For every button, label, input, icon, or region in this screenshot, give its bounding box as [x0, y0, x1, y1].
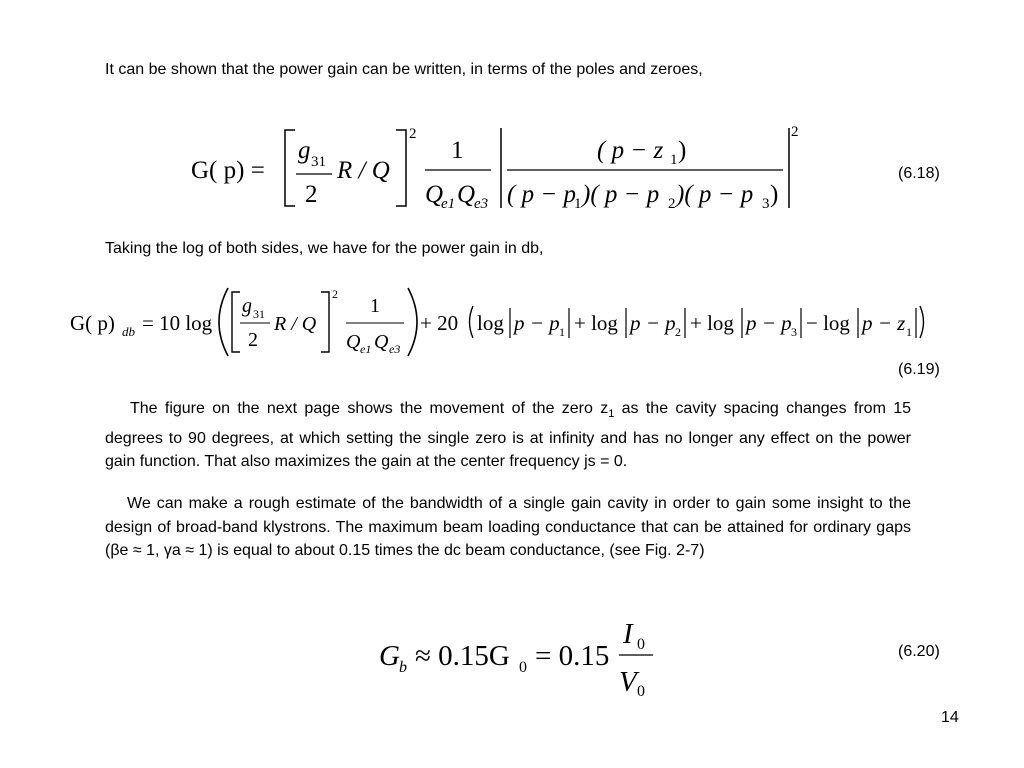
eq2-right-bracket — [321, 292, 329, 352]
eq2-t2-in: p − p — [630, 311, 676, 335]
eq2-t3: + log — [690, 311, 734, 335]
page-number: 14 — [941, 709, 959, 726]
equation-label-6-20: (6.20) — [898, 643, 940, 660]
eq1-sq-exp: 2 — [409, 126, 417, 142]
equation-6-18-drawing — [185, 118, 825, 218]
eq3-v: V — [619, 666, 637, 698]
eq2-big-paren-left — [219, 288, 228, 356]
eq1-den-sub3: 3 — [762, 196, 770, 212]
eq1-q1-sub: e1 — [441, 196, 456, 212]
eq2-one: 1 — [370, 295, 380, 317]
eq1-two: 2 — [305, 181, 318, 208]
eq2-lhs-sub: db — [122, 324, 135, 339]
eq2-sq-exp: 2 — [332, 287, 338, 301]
eq3-i-sub: 0 — [637, 636, 645, 653]
eq1-den-sub2: 2 — [668, 196, 676, 212]
eq3-eq015: = 0.15 — [535, 640, 610, 672]
eq3-v-sub: 0 — [637, 683, 645, 700]
equation-6-18 — [185, 118, 825, 218]
eq3-approx: ≈ 0.15G — [415, 640, 510, 672]
eq1-q2: Q — [457, 181, 476, 208]
eq1-den-sub1: 1 — [574, 196, 582, 212]
paragraph-bandwidth: We can make a rough estimate of the bandwidth of a single gain cavity in order to gain some insight to the design of broad-band klystrons. The maximum beam loading conductance that can be attained for ordinary gaps (βe ≈ 1, γa ≈ 1) is equal to about 0.15 times the dc beam conductance, (see Fig. 2-7) — [105, 495, 911, 559]
eq1-rq: R / Q — [337, 157, 390, 184]
eq2-t4: − log — [806, 311, 850, 335]
eq1-den-a: ( p − p — [507, 181, 576, 208]
equation-6-20 — [375, 615, 675, 700]
para1-post: as the cavity spacing changes from 15 degrees to 90 degrees, at which setting the single zero is at infinity and has no longer any effect on the power gain function. That also maximizes the gain at the center frequency js = 0. — [105, 400, 912, 471]
para1-sub: 1 — [608, 408, 615, 421]
eq2-q1: Q — [346, 331, 361, 353]
eq2-g: g — [242, 295, 252, 317]
eq2-t2-sub: 2 — [675, 325, 681, 339]
eq2-paren2-left — [470, 306, 474, 338]
eq2-q2-sub: e3 — [389, 342, 401, 356]
log-text: Taking the log of both sides, we have for the power gain in db, — [105, 240, 544, 257]
eq2-t4-in: p − z — [862, 311, 906, 335]
eq2-plus20: + 20 — [420, 311, 459, 335]
eq3-i: I — [623, 618, 633, 650]
eq2-paren2-right — [920, 306, 924, 338]
eq2-lhs: G( p) — [70, 311, 115, 335]
eq2-two: 2 — [248, 329, 258, 351]
eq3-gb-sub: b — [399, 659, 407, 676]
eq1-abs-exp: 2 — [791, 124, 799, 140]
eq2-q2: Q — [374, 331, 389, 353]
eq1-num-close: ) — [678, 137, 687, 164]
eq1-num: ( p − z — [597, 137, 664, 164]
eq2-t3-sub: 3 — [791, 325, 797, 339]
eq2-t4-sub: 1 — [906, 325, 912, 339]
equation-6-19 — [68, 282, 948, 362]
equation-label-6-18: (6.18) — [898, 165, 940, 182]
equation-6-19-drawing — [68, 282, 948, 362]
eq1-num-sub: 1 — [670, 152, 678, 168]
eq2-t1: log — [477, 311, 504, 335]
eq2-left-bracket — [232, 292, 240, 352]
eq1-left-bracket — [285, 130, 295, 206]
eq1-den-close: ) — [770, 181, 779, 208]
para1-pre: The figure on the next page shows the movement of the zero z — [130, 400, 609, 417]
eq2-big-paren-right — [408, 288, 417, 356]
eq1-den-c: )( p − p — [676, 181, 754, 208]
eq1-right-bracket — [396, 130, 406, 206]
eq2-t2: + log — [574, 311, 618, 335]
eq2-t1-in: p − p — [514, 311, 560, 335]
eq2-ten-log: = 10 log — [142, 311, 213, 335]
equation-label-6-19: (6.19) — [898, 361, 940, 378]
eq1-g-sub: 31 — [311, 154, 326, 170]
eq1-q1: Q — [425, 181, 444, 208]
eq3-g0-sub: 0 — [519, 659, 527, 676]
equation-6-20-drawing — [375, 615, 675, 700]
eq1-g: g — [298, 137, 311, 164]
eq1-lhs: G( p) = — [191, 157, 265, 184]
eq1-q2-sub: e3 — [474, 196, 489, 212]
eq2-t3-in: p − p — [746, 311, 792, 335]
eq1-den-b: )( p − p — [582, 181, 660, 208]
eq1-one: 1 — [451, 137, 464, 164]
eq2-q1-sub: e1 — [360, 342, 372, 356]
eq2-g-sub: 31 — [253, 307, 265, 321]
intro-text: It can be shown that the power gain can be written, in terms of the poles and zeroes, — [105, 61, 703, 78]
eq2-t1-sub: 1 — [559, 325, 565, 339]
eq2-rq: R / Q — [274, 313, 317, 335]
eq3-gb: G — [379, 640, 400, 672]
paragraph-zero-movement — [105, 397, 911, 474]
